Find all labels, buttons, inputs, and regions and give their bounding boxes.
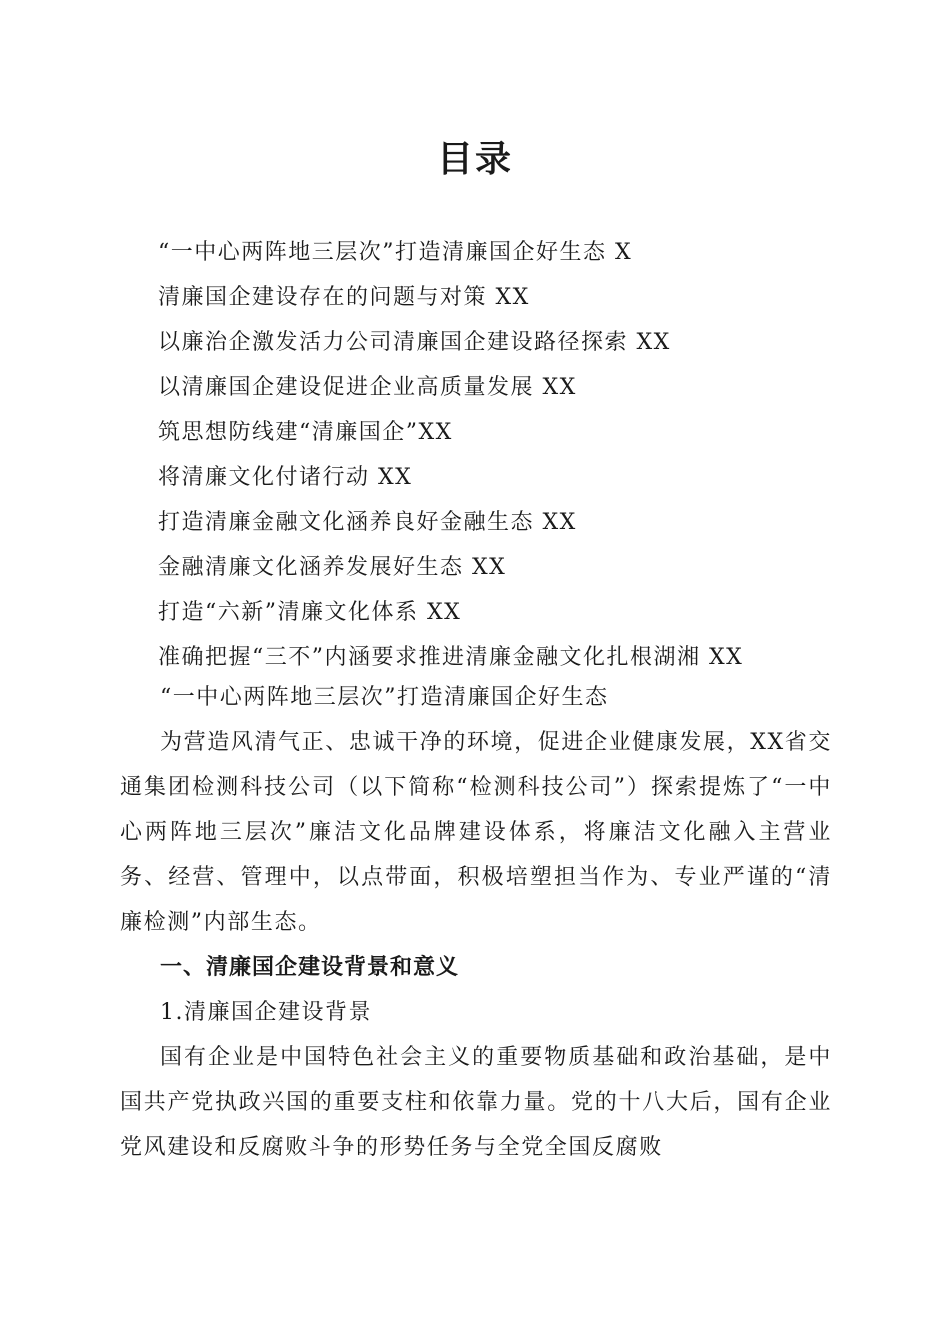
- toc-item[interactable]: 打造“六新”清廉文化体系 XX: [158, 600, 462, 625]
- toc-item[interactable]: 筑思想防线建“清廉国企”XX: [158, 420, 453, 445]
- intro-paragraph: 为营造风清气正、忠诚干净的环境，促进企业健康发展，XX省交通集团检测科技公司（以下简称“检测科技公司”）探索提炼了“一中心两阵地三层次”廉洁文化品牌建设体系，将廉洁文化融入主营业务、经营、管理中，以点带面，积极培塑担当作为、专业严谨的“清廉检测”内部生态。: [120, 730, 832, 935]
- toc-item[interactable]: 将清廉文化付诸行动 XX: [158, 465, 413, 490]
- toc-item[interactable]: 以清廉国企建设促进企业高质量发展 XX: [158, 375, 577, 400]
- page-title: 目录: [436, 139, 513, 180]
- subsection-heading: 1.清廉国企建设背景: [160, 1000, 372, 1025]
- article-body: [120, 675, 832, 1170]
- table-of-contents: [158, 230, 858, 680]
- article-title: “一中心两阵地三层次”打造清廉国企好生态: [160, 685, 609, 710]
- section-heading: 一、清廉国企建设背景和意义: [160, 955, 460, 980]
- body-paragraph: 国有企业是中国特色社会主义的重要物质基础和政治基础，是中国共产党执政兴国的重要支柱和依靠力量。党的十八大后，国有企业党风建设和反腐败斗争的形势任务与全党全国反腐败: [120, 1045, 832, 1160]
- toc-item[interactable]: 准确把握“三不”内涵要求推进清廉金融文化扎根湖湘 XX: [158, 645, 744, 670]
- toc-item[interactable]: 打造清廉金融文化涵养良好金融生态 XX: [158, 510, 577, 535]
- toc-item[interactable]: 金融清廉文化涵养发展好生态 XX: [158, 555, 507, 580]
- toc-item[interactable]: 以廉治企激发活力公司清廉国企建设路径探索 XX: [158, 330, 671, 355]
- toc-item[interactable]: 清廉国企建设存在的问题与对策 XX: [158, 285, 530, 310]
- toc-item[interactable]: “一中心两阵地三层次”打造清廉国企好生态 X: [158, 240, 633, 265]
